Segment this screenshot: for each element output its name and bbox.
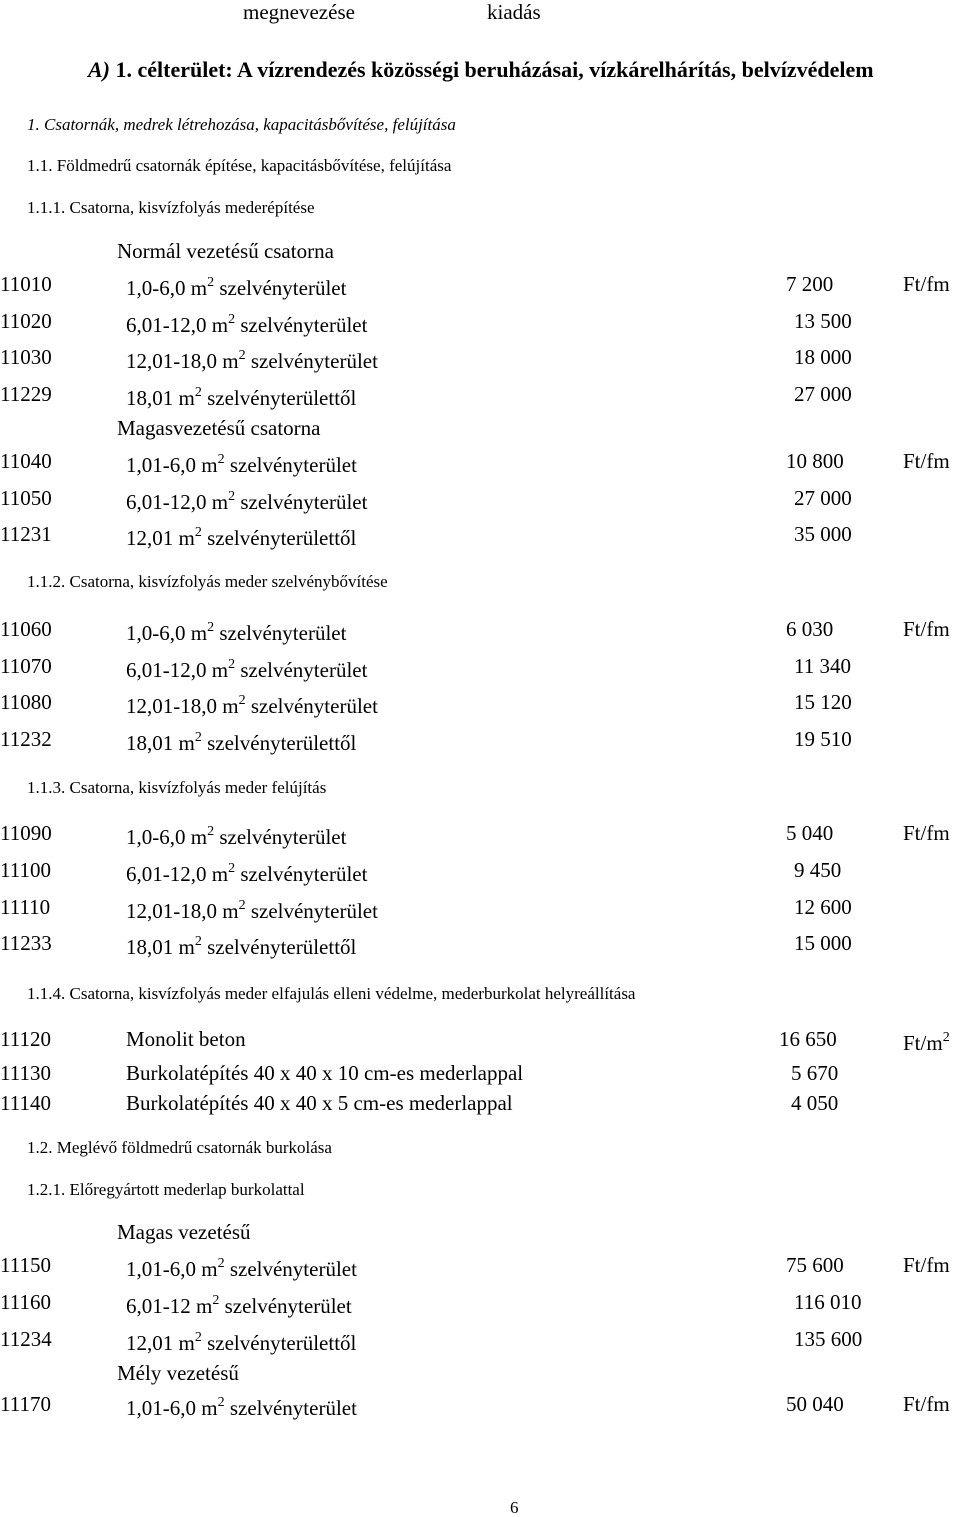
row-code: 11050 xyxy=(0,486,52,510)
row-description-superscript: 2 xyxy=(217,1395,225,1410)
row-description xyxy=(126,1395,357,1420)
row-description-suffix: szelvényterület xyxy=(224,1257,357,1281)
row-value: 13 500 xyxy=(794,309,852,333)
row-code: 11232 xyxy=(0,727,52,751)
row-code: 11120 xyxy=(0,1027,51,1051)
row-description-suffix: szelvényterület xyxy=(245,899,378,923)
row-description-suffix: szelvényterülettől xyxy=(201,1331,357,1355)
row-description-superscript: 2 xyxy=(228,489,236,504)
row-unit: Ft/fm xyxy=(903,1253,950,1277)
row-description: Burkolatépítés 40 x 40 x 10 cm-es mederlappal xyxy=(126,1061,524,1085)
row-code: 11080 xyxy=(0,690,52,714)
row-description xyxy=(126,693,378,718)
row-description-superscript: 2 xyxy=(228,861,236,876)
row-description-text: 12,01-18,0 m xyxy=(126,349,239,373)
unit-ft-per-m2 xyxy=(903,1030,950,1055)
row-description-superscript: 2 xyxy=(207,824,215,839)
row-description-superscript: 2 xyxy=(212,1293,220,1308)
group-magas-heading: Magasvezetésű csatorna xyxy=(117,416,321,440)
group-normal-heading: Normál vezetésű csatorna xyxy=(117,239,334,263)
section-1-1-4-heading: 1.1.4. Csatorna, kisvízfolyás meder elfajulás elleni védelme, mederburkolat helyreállítása xyxy=(27,984,636,1003)
row-description xyxy=(126,824,347,849)
row-description-suffix: szelvényterület xyxy=(214,825,347,849)
row-description-suffix: szelvényterület xyxy=(245,694,378,718)
unit-superscript: 2 xyxy=(942,1030,950,1045)
section-1-1-3-heading: 1.1.3. Csatorna, kisvízfolyás meder felújítás xyxy=(27,778,327,797)
row-description-superscript: 2 xyxy=(207,620,215,635)
row-description-suffix: szelvényterület xyxy=(224,1396,357,1420)
row-description-text: 1,01-6,0 m xyxy=(126,453,218,477)
row-description-suffix: szelvényterület xyxy=(235,658,368,682)
column-header-name: megnevezése xyxy=(243,0,355,24)
row-value: 50 040 xyxy=(786,1392,844,1416)
row-description-text: 12,01 m xyxy=(126,1331,195,1355)
row-value: 5 670 xyxy=(791,1061,839,1085)
row-description xyxy=(126,489,368,514)
row-value: 11 340 xyxy=(794,654,851,678)
row-description-superscript: 2 xyxy=(194,1330,202,1345)
section-a-letter: A) xyxy=(88,57,110,82)
row-code: 11030 xyxy=(0,345,52,369)
row-code: 11070 xyxy=(0,654,52,678)
row-description-suffix: szelvényterület xyxy=(214,621,347,645)
row-description-suffix: szelvényterület xyxy=(219,1294,352,1318)
row-description-superscript: 2 xyxy=(194,934,202,949)
section-a-text: 1. célterület: A vízrendezés közösségi beruházásai, vízkárelhárítás, belvízvédelem xyxy=(115,57,874,82)
row-description xyxy=(126,525,357,550)
row-description xyxy=(126,1330,357,1355)
row-description: Burkolatépítés 40 x 40 x 5 cm-es mederlappal xyxy=(126,1091,513,1115)
row-value: 135 600 xyxy=(794,1327,863,1351)
row-description-superscript: 2 xyxy=(228,657,236,672)
row-code: 11110 xyxy=(0,895,51,919)
row-description xyxy=(126,730,357,755)
section-1-2-heading: 1.2. Meglévő földmedrű csatornák burkolása xyxy=(27,1138,332,1157)
row-description-superscript: 2 xyxy=(238,898,246,913)
row-unit: Ft/fm xyxy=(903,1392,950,1416)
section-1-heading: 1. Csatornák, medrek létrehozása, kapacitásbővítése, felújítása xyxy=(27,115,456,134)
row-value: 10 800 xyxy=(786,449,844,473)
row-description-suffix: szelvényterület xyxy=(214,276,347,300)
row-description xyxy=(126,348,378,373)
row-description-text: 18,01 m xyxy=(126,731,195,755)
row-description-suffix: szelvényterület xyxy=(245,349,378,373)
row-value: 27 000 xyxy=(794,382,852,406)
row-value: 15 120 xyxy=(794,690,852,714)
row-description xyxy=(126,861,368,886)
section-1-1-1-heading: 1.1.1. Csatorna, kisvízfolyás mederépítése xyxy=(27,198,315,217)
row-description xyxy=(126,898,378,923)
row-value: 4 050 xyxy=(791,1091,839,1115)
row-description-suffix: szelvényterülettől xyxy=(201,731,357,755)
row-description-text: 6,01-12,0 m xyxy=(126,313,229,337)
row-description-suffix: szelvényterülettől xyxy=(201,526,357,550)
row-description-superscript: 2 xyxy=(217,452,225,467)
row-description-text: 6,01-12 m xyxy=(126,1294,213,1318)
row-code: 11140 xyxy=(0,1091,51,1115)
row-description-text: 12,01-18,0 m xyxy=(126,899,239,923)
row-description-suffix: szelvényterület xyxy=(235,490,368,514)
row-description-superscript: 2 xyxy=(194,730,202,745)
row-code: 11100 xyxy=(0,858,51,882)
row-description-suffix: szelvényterület xyxy=(235,313,368,337)
row-unit: Ft/fm xyxy=(903,449,950,473)
group-mely-vezetesu-heading: Mély vezetésű xyxy=(117,1361,239,1385)
row-description-text: 18,01 m xyxy=(126,935,195,959)
row-description-text: 1,0-6,0 m xyxy=(126,621,208,645)
row-description-suffix: szelvényterülettől xyxy=(201,935,357,959)
section-1-1-heading: 1.1. Földmedrű csatornák építése, kapacitásbővítése, felújítása xyxy=(27,156,452,175)
row-description-text: 1,0-6,0 m xyxy=(126,825,208,849)
row-unit: Ft/fm xyxy=(903,821,950,845)
row-value: 18 000 xyxy=(794,345,852,369)
section-a-title xyxy=(88,59,874,81)
row-description-text: 1,01-6,0 m xyxy=(126,1396,218,1420)
row-description-text: 6,01-12,0 m xyxy=(126,490,229,514)
row-description-superscript: 2 xyxy=(238,348,246,363)
row-description: Monolit beton xyxy=(126,1027,246,1051)
row-description xyxy=(126,620,347,645)
row-description xyxy=(126,275,347,300)
group-magas-vezetesu-heading: Magas vezetésű xyxy=(117,1220,251,1244)
row-value: 15 000 xyxy=(794,931,852,955)
row-description xyxy=(126,934,357,959)
row-code: 11229 xyxy=(0,382,52,406)
row-code: 11233 xyxy=(0,931,52,955)
row-code: 11160 xyxy=(0,1290,51,1314)
row-description-text: 6,01-12,0 m xyxy=(126,862,229,886)
row-description xyxy=(126,385,357,410)
row-value: 27 000 xyxy=(794,486,852,510)
row-description xyxy=(126,1256,357,1281)
row-unit: Ft/fm xyxy=(903,617,950,641)
row-description-text: 12,01-18,0 m xyxy=(126,694,239,718)
row-value: 19 510 xyxy=(794,727,852,751)
row-description-suffix: szelvényterület xyxy=(235,862,368,886)
row-value: 6 030 xyxy=(786,617,834,641)
row-code: 11150 xyxy=(0,1253,51,1277)
page-number: 6 xyxy=(510,1498,519,1517)
row-description xyxy=(126,452,357,477)
row-description-superscript: 2 xyxy=(217,1256,225,1271)
row-description xyxy=(126,657,368,682)
row-value: 7 200 xyxy=(786,272,834,296)
row-value: 16 650 xyxy=(779,1027,837,1051)
row-description xyxy=(126,1293,352,1318)
row-description-superscript: 2 xyxy=(207,275,215,290)
unit-text: Ft/m xyxy=(903,1031,943,1055)
row-description-superscript: 2 xyxy=(238,693,246,708)
row-code: 11010 xyxy=(0,272,52,296)
row-value: 5 040 xyxy=(786,821,834,845)
row-value: 116 010 xyxy=(794,1290,862,1314)
row-code: 11130 xyxy=(0,1061,51,1085)
row-value: 75 600 xyxy=(786,1253,844,1277)
row-value: 12 600 xyxy=(794,895,852,919)
row-code: 11234 xyxy=(0,1327,52,1351)
row-description-text: 6,01-12,0 m xyxy=(126,658,229,682)
row-description-suffix: szelvényterület xyxy=(224,453,357,477)
row-value: 35 000 xyxy=(794,522,852,546)
section-1-2-1-heading: 1.2.1. Előregyártott mederlap burkolattal xyxy=(27,1180,305,1199)
row-code: 11020 xyxy=(0,309,52,333)
row-unit: Ft/fm xyxy=(903,272,950,296)
row-code: 11170 xyxy=(0,1392,51,1416)
column-header-cost: kiadás xyxy=(487,0,541,24)
row-description-text: 18,01 m xyxy=(126,386,195,410)
row-description-suffix: szelvényterülettől xyxy=(201,386,357,410)
row-description-superscript: 2 xyxy=(194,385,202,400)
row-code: 11040 xyxy=(0,449,52,473)
row-value: 9 450 xyxy=(794,858,842,882)
row-code: 11060 xyxy=(0,617,52,641)
row-description-text: 1,01-6,0 m xyxy=(126,1257,218,1281)
row-code: 11090 xyxy=(0,821,52,845)
row-code: 11231 xyxy=(0,522,52,546)
row-description-text: 1,0-6,0 m xyxy=(126,276,208,300)
row-description-superscript: 2 xyxy=(194,525,202,540)
section-1-1-2-heading: 1.1.2. Csatorna, kisvízfolyás meder szelvénybővítése xyxy=(27,572,388,591)
row-description-superscript: 2 xyxy=(228,312,236,327)
row-description xyxy=(126,312,368,337)
row-description-text: 12,01 m xyxy=(126,526,195,550)
